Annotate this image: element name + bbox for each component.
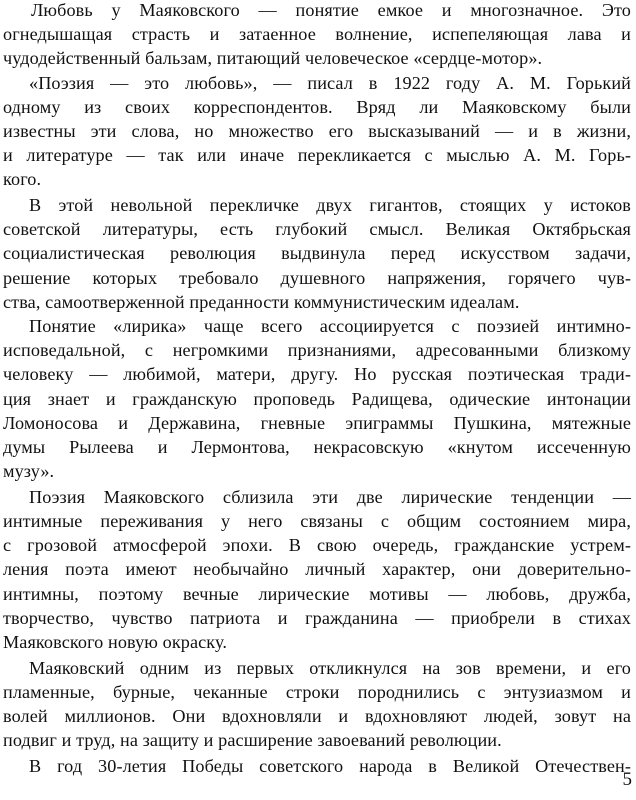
page-number: 5 (622, 769, 632, 790)
text-line: социалистическая революция выдвинула перед искусством задачи, (3, 243, 631, 264)
paragraph-6 (3, 656, 631, 753)
text-line: огнедышащая страсть и затаенное волнение, испепеляющая лава и (3, 24, 631, 45)
text-line: исповедальной, с негромкими признаниями, адресованными близкому (3, 340, 631, 361)
text-line: ция знает и гражданскую проповедь Радищева, одические интонации (3, 388, 631, 409)
text-line: человеку — любимой, матери, другу. Но русская поэтическая тради- (3, 364, 631, 385)
text-line: В этой невольной перекличке двух гигантов, стоящих у истоков (29, 195, 631, 215)
text-line: известны эти слова, но множество его высказываний — и в жизни, (3, 120, 631, 141)
text-line: одному из своих корреспондентов. Вряд ли Маяковскому были (3, 96, 631, 117)
paragraph-2 (3, 71, 631, 192)
paragraph-3 (3, 193, 631, 314)
text-line: Поэзия Маяковского сблизила эти две лирические тенденции — (29, 486, 631, 507)
text-line: решение которых требовало душевного напряжения, горячего чув- (3, 267, 631, 288)
text-line: подвиг и труд, на защиту и расширение завоеваний революции. (3, 730, 502, 751)
text-line: «Поэзия — это любовь», — писал в 1922 году А. М. Горький (29, 72, 631, 93)
text-line: советской литературы, есть глубокий смысл. Великая Октябрьская (3, 219, 631, 240)
text-line: Любовь у Маяковского — понятие емкое и многозначное. Это (31, 0, 631, 20)
text-line: пламенные, бурные, чеканные строки породнились с энтузиазмом и (3, 681, 631, 702)
paragraph-1 (3, 0, 631, 71)
text-line: интимные переживания у него связаны с общим состоянием мира, (3, 510, 631, 531)
paragraph-4 (3, 314, 631, 483)
text-line: музу». (3, 461, 55, 482)
text-line: ства, самоотверженной преданности коммунистическим идеалам. (3, 291, 520, 312)
paragraph-7 (3, 754, 631, 778)
text-line: кого. (3, 169, 42, 190)
text-line: В год 30-летия Победы советского народа в Великой Отечествен- (29, 755, 631, 776)
text-line: и литературе — так или иначе перекликается с мыслью А. М. Горь- (3, 145, 631, 166)
text-line: Маяковского новую окраску. (3, 631, 228, 652)
text-line: творчество, чувство патриота и гражданина — приобрели в стихах (3, 607, 631, 628)
text-line: Ломоносова и Державина, гневные эпиграммы Пушкина, мятежные (3, 412, 631, 433)
body-text (3, 0, 631, 778)
text-line: интимны, поэтому вечные лирические мотивы — любовь, дружба, (3, 583, 631, 604)
text-line: Понятие «лирика» чаще всего ассоциируется с поэзией интимно- (29, 315, 631, 336)
text-line: волей миллионов. Они вдохновляли и вдохновляют людей, зовут на (3, 705, 631, 726)
text-line: думы Рылеева и Лермонтова, некрасовскую «кнутом иссеченную (3, 436, 631, 457)
text-line: Маяковский одним из первых откликнулся на зов времени, и его (29, 657, 631, 678)
paragraph-5 (3, 485, 631, 654)
text-line: ления поэта имеют необычайно личный характер, они доверительно- (3, 559, 631, 580)
text-line: чудодейственный бальзам, питающий человеческое «сердце-мотор». (3, 48, 543, 69)
text-line: с грозовой атмосферой эпохи. В свою очередь, гражданские устрем- (3, 535, 631, 556)
